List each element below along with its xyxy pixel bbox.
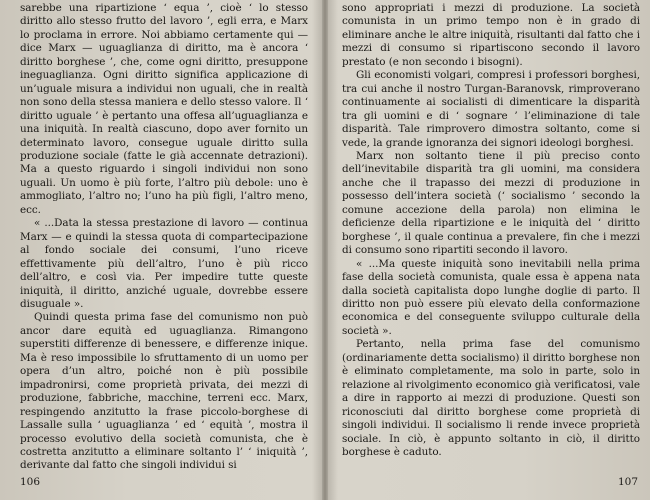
- paragraph: sono appropriati i mezzi di produzione. La società comunista in un primo tempo non è in grado di eliminare anche le altre iniquità, risultanti dal fatto che i mezzi di consumo si ripartiscono secondo il lavoro prestato (e non secondo i bisogni).: [342, 2, 640, 68]
- paragraph: Gli economisti volgari, compresi i professori borghesi, tra cui anche il nostro Turgan-Baranovsk, rimproverano continuamente ai socialisti di dimenticare la disparità tra gli uomini e di ‘ sognare ’ l’eliminazione di tale disparità. Tale rimprovero dimostra soltanto, come si vede, la grande ignoranza dei signori ideologi borghesi.: [342, 69, 640, 149]
- quote-paragraph: « ...Ma queste iniquità sono inevitabili nella prima fase della società comunista, quale essa è appena nata dalla società capitalista dopo lunghe doglie di parto. Il diritto non può essere più elevato della conformazione economica e del conseguente sviluppo culturale della società ».: [342, 257, 640, 337]
- right-page: [328, 0, 650, 500]
- left-page: [0, 0, 322, 500]
- page-number-left: 106: [20, 476, 41, 488]
- right-page-text: [342, 2, 640, 459]
- paragraph: Pertanto, nella prima fase del comunismo (ordinariamente detta socialismo) il diritto borghese non è eliminato completamente, ma solo in parte, solo in relazione al rivolgimento economico già verificatosi, vale a dire in rapporto ai mezzi di produzione. Questi son riconosciuti dal diritto borghese come proprietà di singoli individui. Il socialismo li rende invece proprietà sociale. In ciò, è appunto soltanto in ciò, il diritto borghese è caduto.: [342, 338, 640, 458]
- left-page-text: [20, 2, 308, 473]
- quote-paragraph: « ...Data la stessa prestazione di lavoro — continua Marx — e quindi la stessa quota di compartecipazione al fondo sociale dei consumi, l’uno riceve effettivamente più dell’altro, l’uno è più ricco dell’altro, e così via. Per impedire tutte queste iniquità, il diritto, anziché uguale, dovrebbe essere disuguale ».: [20, 217, 308, 310]
- paragraph: Quindi questa prima fase del comunismo non può ancor dare equità ed uguaglianza. Rimangono superstiti differenze di benessere, e differenze inique. Ma è reso impossibile lo sfruttamento di un uomo per opera d’un altro, poiché non è più possibile impadronirsi, come proprietà privata, dei mezzi di produzione, fabbriche, macchine, terreni ecc. Marx, respingendo anzitutto la frase piccolo-borghese di Lassalle sulla ‘ uguaglianza ’ ed ‘ equità ’, mostra il processo evolutivo della società comunista, che è costretta anzitutto a eliminare soltanto l’ ‘ iniquità ’, derivante dal fatto che singoli individui si: [20, 311, 308, 472]
- paragraph: Marx non soltanto tiene il più preciso conto dell’inevitabile disparità tra gli uomini, ma considera anche che il trapasso dei mezzi di produzione in possesso dell’intera società (‘ socialismo ’ secondo la comune accezione della parola) non elimina le deficienze della ripartizione e le iniquità del ‘ diritto borghese ’, il quale continua a prevalere, fin che i mezzi di consumo sono ripartiti secondo il lavoro.: [342, 149, 640, 257]
- paragraph: sarebbe una ripartizione ‘ equa ’, cioè ‘ lo stesso diritto allo stesso frutto del lavoro ’, egli erra, e Marx lo proclama in errore. Noi abbiamo certamente qui — dice Marx — uguaglianza di diritto, ma è ancora ‘ diritto borghese ’, che, come ogni diritto, presuppone ineguaglianza. Ogni diritto significa applicazione di un’uguale misura a individui non uguali, che in realtà non sono della stessa maniera e dello stesso valore. Il ‘ diritto uguale ’ è pertanto una offesa all’uguaglianza e una iniquità. In realtà ciascuno, dopo aver fornito un determinato lavoro, consegue uguale diritto sulla produzione sociale (fatte le già accennate detrazioni). Ma a questo riguardo i singoli individui non sono uguali. Un uomo è più forte, l’altro più debole: uno è ammogliato, l’altro no; l’uno ha più figli, l’altro meno, ecc.: [20, 2, 308, 216]
- page-number-right: 107: [617, 476, 638, 488]
